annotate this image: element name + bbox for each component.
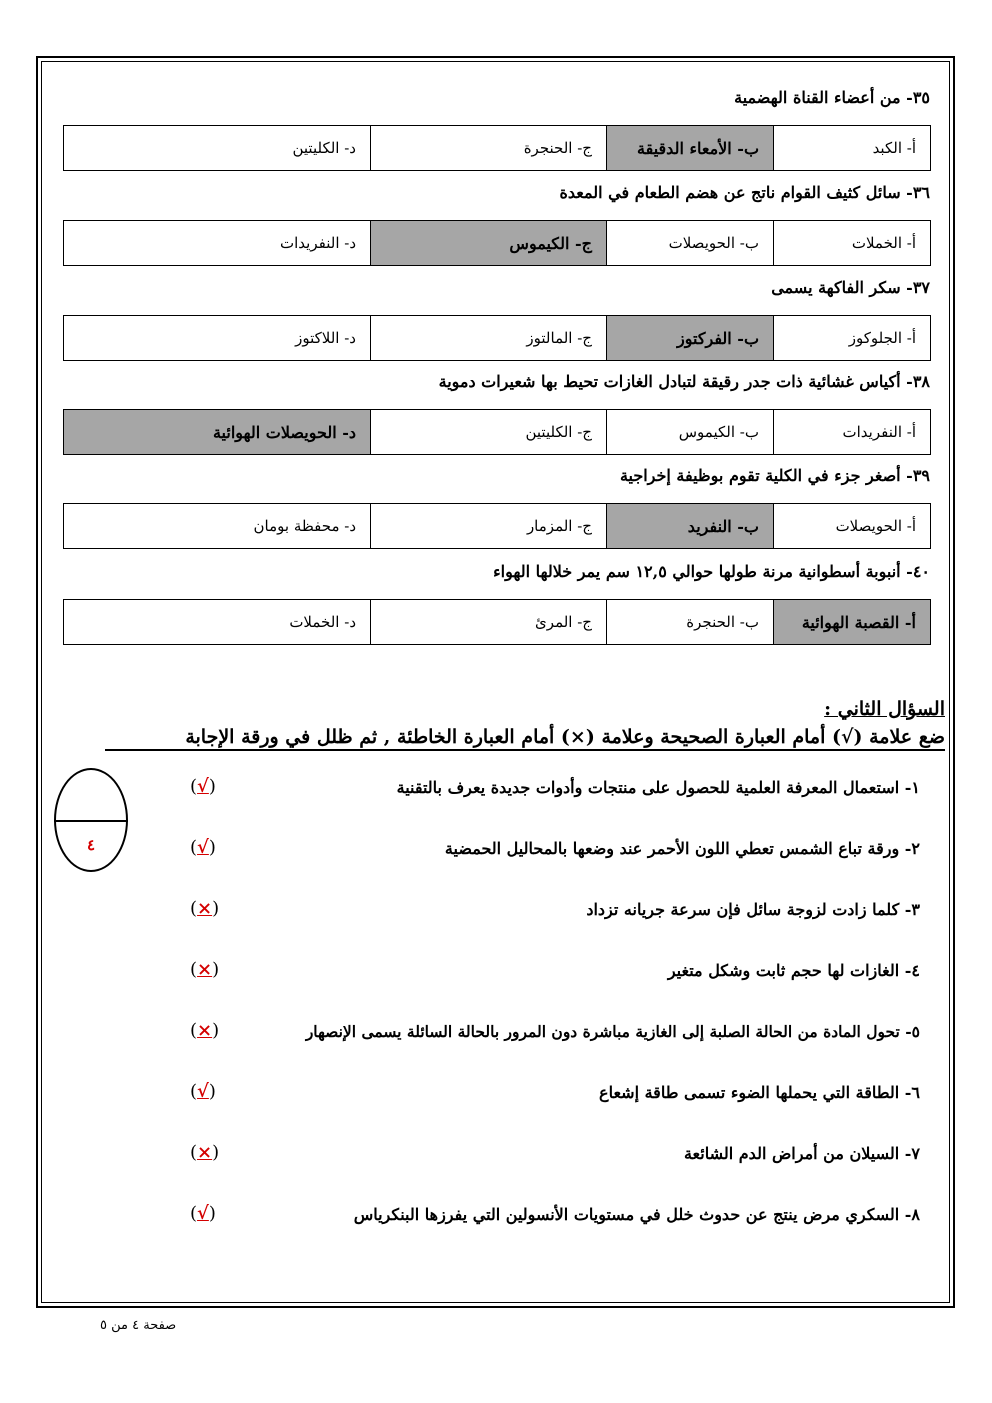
option-b-correct[interactable]: ب- الفركتوز (607, 316, 774, 361)
question-36-options (63, 220, 931, 266)
tf-item (180, 1083, 920, 1109)
tf-answer[interactable]: (√) (190, 1203, 216, 1224)
score-value: ٤ (86, 836, 96, 854)
option-a-correct[interactable]: أ- القصبة الهوائية (774, 600, 931, 645)
option-b[interactable]: ب- الكيموس (607, 410, 774, 455)
option-c[interactable]: ج- المالتوز (371, 316, 607, 361)
option-d[interactable]: د- اللاكتوز (64, 316, 371, 361)
tf-item (180, 778, 920, 804)
tf-item (180, 1205, 920, 1231)
tf-item-text: ٢- ورقة تباع الشمس تعطي اللون الأحمر عند وضعها بالمحاليل الحمضية (444, 839, 920, 858)
page-footer: صفحة ٤ من ٥ (100, 1318, 177, 1333)
option-a[interactable]: أ- الجلوكوز (774, 316, 931, 361)
section-2-title: السؤال الثاني : (824, 698, 945, 720)
option-c[interactable]: ج- المرئ (371, 600, 607, 645)
check-mark-icon: √ (197, 1081, 209, 1102)
option-a[interactable]: أ- الخملات (774, 221, 931, 266)
question-35-options (63, 125, 931, 171)
option-a[interactable]: أ- النفريدات (774, 410, 931, 455)
question-38-options (63, 409, 931, 455)
tf-item-text: ٦- الطاقة التي يحملها الضوء تسمى طاقة إشعاع (599, 1083, 920, 1102)
option-d[interactable]: د- محفظة بومان (64, 504, 371, 549)
option-d-correct[interactable]: د- الحويصلات الهوائية (64, 410, 371, 455)
tf-answer[interactable]: (√) (190, 837, 216, 858)
tf-item-text: ٣- كلما زادت لزوجة سائل فإن سرعة جريانه تزداد (586, 900, 920, 919)
tf-item (180, 1022, 920, 1048)
option-d[interactable]: د- الخملات (64, 600, 371, 645)
question-40-title: ٤٠- أنبوبة أسطوانية مرنة طولها حوالي ١٢,٥ سم يمر خلالها الهواء (493, 562, 930, 581)
option-b-correct[interactable]: ب- الأمعاء الدقيقة (607, 126, 774, 171)
check-mark-icon: √ (197, 837, 209, 858)
tf-answer[interactable]: (×) (190, 1020, 220, 1041)
tf-answer[interactable]: (×) (190, 898, 220, 919)
option-b[interactable]: ب- الحنجرة (607, 600, 774, 645)
question-40-options (63, 599, 931, 645)
option-a[interactable]: أ- الحويصلات (774, 504, 931, 549)
tf-answer[interactable]: (√) (190, 1081, 216, 1102)
option-a[interactable]: أ- الكبد (774, 126, 931, 171)
option-d[interactable]: د- النفريدات (64, 221, 371, 266)
tf-item-text: ٧- السيلان من أمراض الدم الشائعة (683, 1144, 920, 1163)
check-mark-icon: √ (197, 776, 209, 797)
question-39-title: ٣٩- أصغر جزء في الكلية تقوم بوظيفة إخراجية (619, 466, 930, 485)
option-c[interactable]: ج- الحنجرة (371, 126, 607, 171)
option-d[interactable]: د- الكليتين (64, 126, 371, 171)
tf-item-text: ٥- تحول المادة من الحالة الصلبة إلى الغازية مباشرة دون المرور بالحالة السائلة يسمى الإنصهار (305, 1022, 920, 1041)
tf-item (180, 1144, 920, 1170)
question-37-options (63, 315, 931, 361)
tf-item (180, 839, 920, 865)
tf-item (180, 961, 920, 987)
tf-item-text: ٤- الغازات لها حجم ثابت وشكل متغير (667, 961, 920, 980)
score-divider (54, 820, 128, 822)
tf-item (180, 900, 920, 926)
cross-mark-icon: × (197, 1020, 213, 1041)
cross-mark-icon: × (197, 1142, 213, 1163)
question-36-title: ٣٦- سائل كثيف القوام ناتج عن هضم الطعام في المعدة (559, 183, 930, 202)
tf-item-text: ٨- السكري مرض ينتج عن حدوث خلل في مستويات الأنسولين التي يفرزها البنكرياس (353, 1205, 920, 1224)
tf-answer[interactable]: (√) (190, 776, 216, 797)
question-37-title: ٣٧- سكر الفاكهة يسمى (771, 278, 930, 297)
cross-mark-icon: × (197, 959, 213, 980)
check-mark-icon: √ (197, 1203, 209, 1224)
question-35-title: ٣٥- من أعضاء القناة الهضمية (734, 88, 930, 107)
tf-answer[interactable]: (×) (190, 1142, 220, 1163)
tf-item-text: ١- استعمال المعرفة العلمية للحصول على منتجات وأدوات جديدة يعرف بالتقنية (396, 778, 920, 797)
option-c[interactable]: ج- الكليتين (371, 410, 607, 455)
tf-answer[interactable]: (×) (190, 959, 220, 980)
option-c-correct[interactable]: ج- الكيموس (371, 221, 607, 266)
question-39-options (63, 503, 931, 549)
option-b[interactable]: ب- الحويصلات (607, 221, 774, 266)
option-b-correct[interactable]: ب- النفريد (607, 504, 774, 549)
question-38-title: ٣٨- أكياس غشائية ذات جدر رقيقة لتبادل الغازات تحيط بها شعيرات دموية (438, 372, 930, 391)
option-c[interactable]: ج- المزمار (371, 504, 607, 549)
cross-mark-icon: × (197, 898, 213, 919)
section-2-instruction: ضع علامة (√) أمام العبارة الصحيحة وعلامة (×) أمام العبارة الخاطئة , ثم ظلل في ورقة الإجابة (105, 726, 945, 751)
